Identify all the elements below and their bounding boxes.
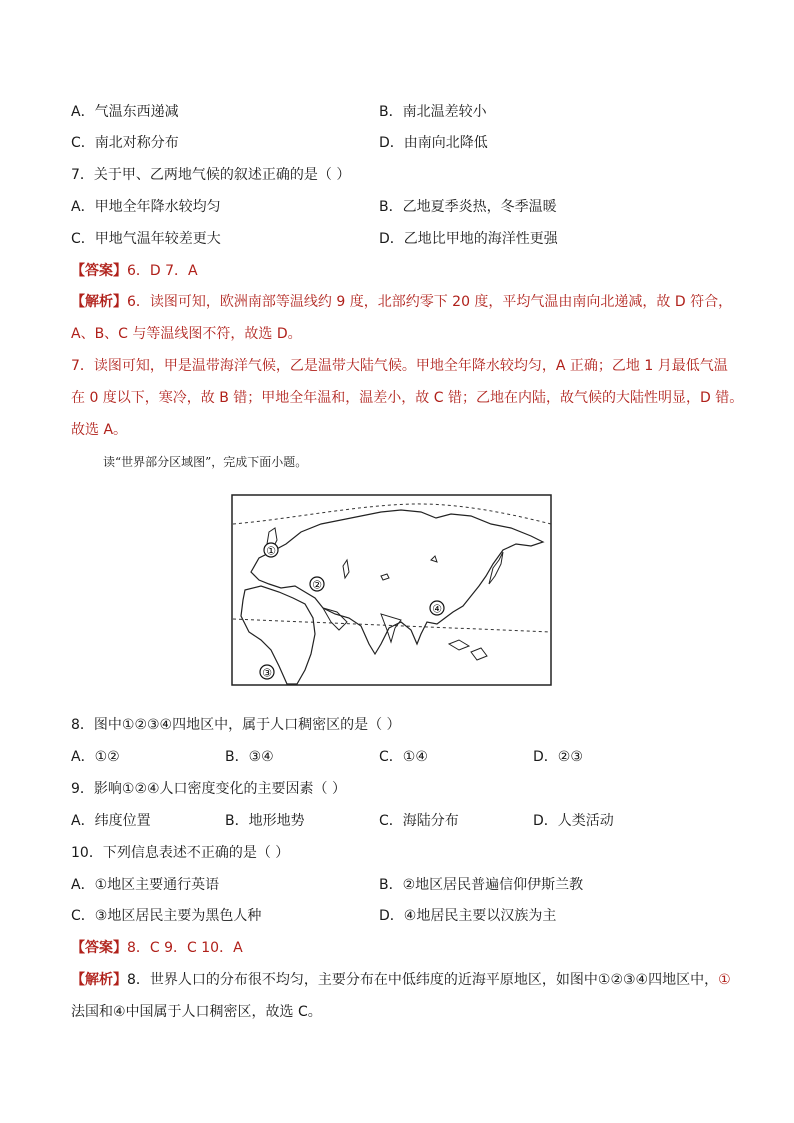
map-label-1: ①: [266, 544, 276, 558]
q9-option-b: B．地形地势: [225, 813, 305, 829]
analysis-text: 6．读图可知，欧洲南部等温线约 9 度，北部约零下 20 度，平均气温由南向北递减，故 D 符合，: [127, 294, 733, 310]
answer-text: 8．C 9．C 10．A: [127, 940, 243, 956]
q8-option-d: D．②③: [533, 749, 583, 765]
label-3-marker: [260, 665, 274, 680]
map-label-3: ③: [262, 666, 272, 680]
label-4-marker: [430, 601, 444, 616]
question-7-stem: 7．关于甲、乙两地气候的叙述正确的是（ ）: [71, 167, 351, 183]
question-9-stem: 9．影响①②④人口密度变化的主要因素（ ）: [71, 781, 347, 797]
world-region-map: [231, 494, 552, 686]
q8-option-c: C．①④: [379, 749, 428, 765]
answer-block-2: [71, 938, 243, 958]
map-intro-text: 读“世界部分区域图”，完成下面小题。: [103, 455, 308, 469]
analysis-tag: 【解析】: [71, 294, 127, 310]
answer-block-1: [71, 261, 198, 281]
option-c: C．南北对称分布: [71, 135, 179, 151]
q10-option-a: A．①地区主要通行英语: [71, 877, 220, 893]
q10-option-d: D．④地居民主要以汉族为主: [379, 908, 557, 924]
q7-option-d: D．乙地比甲地的海洋性更强: [379, 231, 558, 247]
analysis-line-5: 故选 A。: [71, 422, 128, 438]
q7-option-a: A．甲地全年降水较均匀: [71, 199, 221, 215]
q8-option-b: B．③④: [225, 749, 274, 765]
q9-option-d: D．人类活动: [533, 813, 614, 829]
q8-option-a: A．①②: [71, 749, 120, 765]
answer-text: 6．D 7．A: [127, 263, 198, 279]
map-frame: [232, 495, 551, 685]
map-label-2: ②: [312, 578, 322, 592]
analysis-tag: 【解析】: [71, 972, 127, 988]
option-d: D．由南向北降低: [379, 135, 488, 151]
q9-option-a: A．纬度位置: [71, 813, 151, 829]
analysis-text-red: ①: [718, 972, 731, 988]
option-a: A．气温东西递减: [71, 104, 179, 120]
q7-option-c: C．甲地气温年较差更大: [71, 231, 221, 247]
answer-tag: 【答案】: [71, 263, 127, 279]
analysis-line-1: [71, 292, 732, 312]
option-b: B．南北温差较小: [379, 104, 487, 120]
q10-option-c: C．③地区居民主要为黑色人种: [71, 908, 262, 924]
label-2-marker: [310, 577, 324, 592]
analysis-line-3: 7．读图可知，甲是温带海洋气候，乙是温带大陆气候。甲地全年降水较均匀，A 正确；乙地 1 月最低气温: [71, 358, 728, 374]
label-1-marker: [264, 543, 278, 558]
analysis-text: 8．世界人口的分布很不均匀，主要分布在中低纬度的近海平原地区，如图中①②③④四地区中，: [127, 972, 719, 988]
analysis2-line-1: [71, 970, 731, 990]
answer-tag: 【答案】: [71, 940, 127, 956]
analysis2-line-2: 法国和④中国属于人口稠密区，故选 C。: [71, 1004, 322, 1020]
map-label-4: ④: [432, 602, 442, 616]
q9-option-c: C．海陆分布: [379, 813, 459, 829]
q10-option-b: B．②地区居民普遍信仰伊斯兰教: [379, 877, 584, 893]
analysis-line-4: 在 0 度以下，寒冷，故 B 错；甲地全年温和，温差小，故 C 错；乙地在内陆，故气候的大陆性明显，D 错。: [71, 390, 744, 406]
analysis-line-2: A、B、C 与等温线图不符，故选 D。: [71, 326, 302, 342]
q7-option-b: B．乙地夏季炎热，冬季温暖: [379, 199, 557, 215]
question-10-stem: 10．下列信息表述不正确的是（ ）: [71, 845, 290, 861]
question-8-stem: 8．图中①②③④四地区中，属于人口稠密区的是（ ）: [71, 717, 401, 733]
